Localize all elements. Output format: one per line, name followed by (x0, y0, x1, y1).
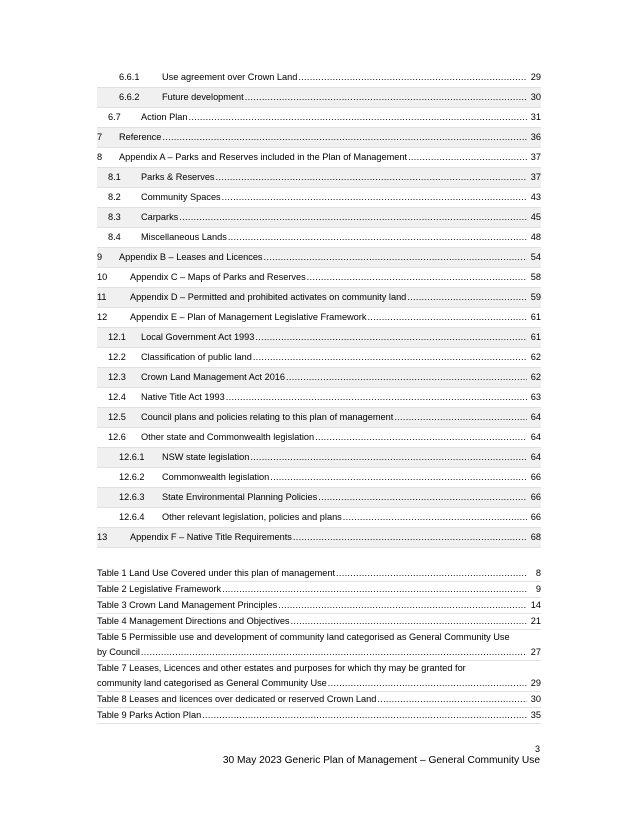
toc-entry-number: 12.2 (108, 352, 126, 362)
toc-entry-title: Carparks (141, 212, 179, 222)
toc-entry[interactable] (97, 128, 541, 148)
toc-entry-line (162, 448, 528, 467)
toc-entry[interactable] (97, 148, 541, 168)
toc-entry-number: 8.1 (108, 172, 121, 182)
dot-leader (291, 614, 527, 629)
table-list-entry[interactable] (97, 630, 541, 661)
toc-entry-line (162, 508, 528, 527)
dot-leader (255, 328, 527, 347)
toc-entry-title: Use agreement over Crown Land (162, 72, 298, 82)
toc-entry-number: 8.3 (108, 212, 121, 222)
toc-entry-line (130, 528, 528, 547)
toc-entry[interactable] (97, 188, 541, 208)
table-list-entry-title: Table 4 Management Directions and Objectives (97, 616, 290, 626)
dot-leader (318, 488, 527, 507)
dot-leader (250, 448, 527, 467)
toc-entry-title: Appendix F – Native Title Requirements (130, 532, 292, 542)
toc-entry-line (141, 208, 528, 227)
dot-leader (270, 468, 527, 487)
toc-entry[interactable] (97, 268, 541, 288)
toc-entry-title: Other relevant legislation, policies and plans (162, 512, 342, 522)
table-list-entry[interactable] (97, 598, 541, 614)
toc-entry-line (162, 88, 528, 107)
toc-entry-title: NSW state legislation (162, 452, 250, 462)
toc-entry-page: 30 (530, 92, 541, 102)
toc-entry[interactable] (97, 88, 541, 108)
table-list-entry-title: Table 8 Leases and licences over dedicated or reserved Crown Land (97, 694, 377, 704)
toc-entry[interactable] (97, 68, 541, 88)
table-list-entry[interactable] (97, 566, 541, 582)
toc-entry[interactable] (97, 168, 541, 188)
dot-leader (222, 582, 527, 597)
toc-entry-number: 8.2 (108, 192, 121, 202)
table-list-entry-line (97, 598, 528, 613)
toc-entry-number: 12.6.1 (119, 452, 145, 462)
toc-entry-number: 9 (97, 252, 103, 262)
toc-entry-title: Parks & Reserves (141, 172, 215, 182)
toc-entry[interactable] (97, 308, 541, 328)
table-list-entry-line (97, 676, 528, 691)
dot-leader (179, 208, 527, 227)
toc-entry-page: 45 (530, 212, 541, 222)
toc-entry-line (119, 148, 528, 167)
dot-leader (264, 248, 527, 267)
toc-entry-line (141, 368, 528, 387)
toc-entry-title: Action Plan (141, 112, 188, 122)
toc-entry-title: Crown Land Management Act 2016 (141, 372, 286, 382)
toc-entry-number: 10 (97, 272, 108, 282)
toc-entry-page: 29 (530, 72, 541, 82)
table-list-entry-line (97, 582, 528, 597)
toc-entry-number: 12.5 (108, 412, 126, 422)
toc-entry-title: Appendix C – Maps of Parks and Reserves (130, 272, 306, 282)
dot-leader (226, 388, 527, 407)
dot-leader (307, 268, 527, 287)
toc-entry-title: Miscellaneous Lands (141, 232, 227, 242)
toc-entry-line (141, 188, 528, 207)
toc-entry-line (130, 308, 528, 327)
table-list-entry-line (97, 692, 528, 707)
table-list-entry-title: Table 1 Land Use Covered under this plan of management (97, 568, 336, 578)
toc-entry-page: 54 (530, 252, 541, 262)
toc-entry-title: Community Spaces (141, 192, 221, 202)
toc-entry[interactable] (97, 288, 541, 308)
toc-entry-number: 11 (97, 292, 107, 302)
toc-entry-line (162, 68, 528, 87)
toc-entry-page: 43 (530, 192, 541, 202)
toc-entry-title: Appendix E – Plan of Management Legislative Framework (130, 312, 367, 322)
table-list-entry-line (97, 566, 528, 581)
toc-entry-title: Local Government Act 1993 (141, 332, 255, 342)
toc-entry-page: 36 (530, 132, 541, 142)
table-list-entry-line (97, 708, 528, 723)
table-list-entry-page: 29 (530, 678, 541, 688)
toc-entry-number: 12 (97, 312, 108, 322)
dot-leader (228, 228, 527, 247)
dot-leader (293, 528, 527, 547)
toc-entry[interactable] (97, 428, 541, 448)
toc-entry[interactable] (97, 368, 541, 388)
toc-entry-line (141, 328, 528, 347)
table-list-entry-title: Table 2 Legislative Framework (97, 584, 222, 594)
toc-entry-page: 66 (530, 492, 541, 502)
toc-entry[interactable] (97, 348, 541, 368)
toc-entry-page: 37 (530, 172, 541, 182)
toc-entry-page: 61 (530, 312, 541, 322)
toc-entry-title: Reference (119, 132, 162, 142)
toc-entry-line (141, 388, 528, 407)
toc-entry-line (130, 268, 528, 287)
dot-leader (336, 566, 527, 581)
toc-entry-page: 62 (530, 372, 541, 382)
toc-entry-title: Native Title Act 1993 (141, 392, 225, 402)
toc-entry-line (141, 428, 528, 447)
toc-entry-page: 64 (530, 412, 541, 422)
toc-entry[interactable] (97, 328, 541, 348)
toc-entry[interactable] (97, 388, 541, 408)
toc-entry-number: 6.6.2 (119, 92, 140, 102)
toc-entry-number: 12.6.3 (119, 492, 145, 502)
toc-entry-title: Council plans and policies relating to this plan of management (141, 412, 394, 422)
dot-leader (278, 598, 527, 613)
toc-entry-page: 58 (530, 272, 541, 282)
toc-entry-number: 7 (97, 132, 103, 142)
toc-entry-page: 66 (530, 512, 541, 522)
toc-entry-title: Future development (162, 92, 244, 102)
toc-entry-number: 12.3 (108, 372, 126, 382)
toc-entry-line (162, 468, 528, 487)
toc-entry-page: 64 (530, 432, 541, 442)
table-list-entry[interactable] (97, 661, 541, 692)
toc-entry-line (141, 108, 528, 127)
table-list-entry-page: 9 (535, 584, 541, 594)
toc-entry-title: Appendix B – Leases and Licences (119, 252, 263, 262)
dot-leader (245, 88, 527, 107)
dot-leader (298, 68, 527, 87)
dot-leader (188, 108, 527, 127)
dot-leader (162, 128, 527, 147)
toc-entry[interactable] (97, 248, 541, 268)
table-list-entry[interactable] (97, 582, 541, 598)
dot-leader (222, 188, 527, 207)
toc-entry-page: 68 (530, 532, 541, 542)
table-list-entry-page: 8 (535, 568, 541, 578)
toc-entry-line (162, 488, 528, 507)
toc-entry-number: 12.6.4 (119, 512, 145, 522)
toc-entry-number: 12.4 (108, 392, 126, 402)
table-list-entry[interactable] (97, 614, 541, 630)
table-list-entry-title: by Council (97, 647, 140, 657)
toc-entry-title: Appendix D – Permitted and prohibited activates on community land (130, 292, 407, 302)
toc-entry-page: 62 (530, 352, 541, 362)
table-list-entry-page: 21 (530, 616, 541, 626)
toc-entry-line (141, 408, 528, 427)
toc-entry[interactable] (97, 408, 541, 428)
dot-leader (315, 428, 527, 447)
toc-entry-title: Other state and Commonwealth legislation (141, 432, 315, 442)
footer-text: 30 May 2023 Generic Plan of Management – General Community Use (222, 755, 540, 766)
table-list-entry-page: 14 (530, 600, 541, 610)
toc-entry-line (119, 248, 528, 267)
toc-entry-page: 31 (530, 112, 541, 122)
table-list-entry-title: Table 9 Parks Action Plan (97, 710, 202, 720)
toc-entry[interactable] (97, 468, 541, 488)
page-number: 3 (534, 744, 540, 754)
dot-leader (216, 168, 527, 187)
table-list-entry-title-line1: Table 7 Leases, Licences and other estates and purposes for which thy may be granted for (97, 663, 466, 673)
table-list-entry[interactable] (97, 708, 541, 724)
table-list-entry[interactable] (97, 692, 541, 708)
table-list-entry-page: 27 (530, 647, 541, 657)
dot-leader (377, 692, 527, 707)
table-list-entry-page: 30 (530, 694, 541, 704)
dot-leader (408, 148, 527, 167)
dot-leader (202, 708, 527, 723)
toc-entry-line (141, 168, 528, 187)
dot-leader (328, 676, 527, 691)
dot-leader (253, 348, 527, 367)
toc-entry-number: 13 (97, 532, 108, 542)
table-list-entry-line (97, 614, 528, 629)
toc-entry[interactable] (97, 208, 541, 228)
toc-entry-page: 61 (530, 332, 541, 342)
toc-entry-number: 6.7 (108, 112, 121, 122)
toc-entry[interactable] (97, 488, 541, 508)
toc-entry-line (141, 228, 528, 247)
toc-entry-number: 8.4 (108, 232, 121, 242)
toc-entry-title: Commonwealth legislation (162, 472, 270, 482)
toc-entry[interactable] (97, 508, 541, 528)
toc-entry-title: Classification of public land (141, 352, 252, 362)
dot-leader (343, 508, 527, 527)
toc-entry-number: 8 (97, 152, 103, 162)
table-list-entry-title: Table 3 Crown Land Management Principles (97, 600, 278, 610)
toc-entry[interactable] (97, 228, 541, 248)
toc-entry-page: 63 (530, 392, 541, 402)
toc-entry[interactable] (97, 448, 541, 468)
table-list-entry-line (97, 645, 528, 660)
toc-entry-line (119, 128, 528, 147)
toc-entry-number: 12.6.2 (119, 472, 145, 482)
dot-leader (407, 288, 527, 307)
toc-entry-title: State Environmental Planning Policies (162, 492, 318, 502)
toc-entry[interactable] (97, 108, 541, 128)
toc-entry-page: 64 (530, 452, 541, 462)
dot-leader (141, 645, 527, 660)
list-of-tables (97, 566, 541, 724)
toc-entry-page: 59 (530, 292, 541, 302)
dot-leader (367, 308, 527, 327)
toc-entry-number: 12.6 (108, 432, 126, 442)
table-list-entry-title: community land categorised as General Community Use (97, 678, 327, 688)
table-list-entry-title-line1: Table 5 Permissible use and development of community land categorised as General Community Use (97, 632, 510, 642)
dot-leader (394, 408, 527, 427)
toc-entry-page: 66 (530, 472, 541, 482)
table-of-contents (97, 68, 541, 548)
toc-entry-title: Appendix A – Parks and Reserves included in the Plan of Management (119, 152, 408, 162)
toc-entry-number: 12.1 (108, 332, 126, 342)
toc-entry-page: 48 (530, 232, 541, 242)
toc-entry-page: 37 (530, 152, 541, 162)
toc-entry-line (141, 348, 528, 367)
toc-entry-line (130, 288, 528, 307)
dot-leader (286, 368, 527, 387)
table-list-entry-page: 35 (530, 710, 541, 720)
toc-entry[interactable] (97, 528, 541, 548)
toc-entry-number: 6.6.1 (119, 72, 140, 82)
